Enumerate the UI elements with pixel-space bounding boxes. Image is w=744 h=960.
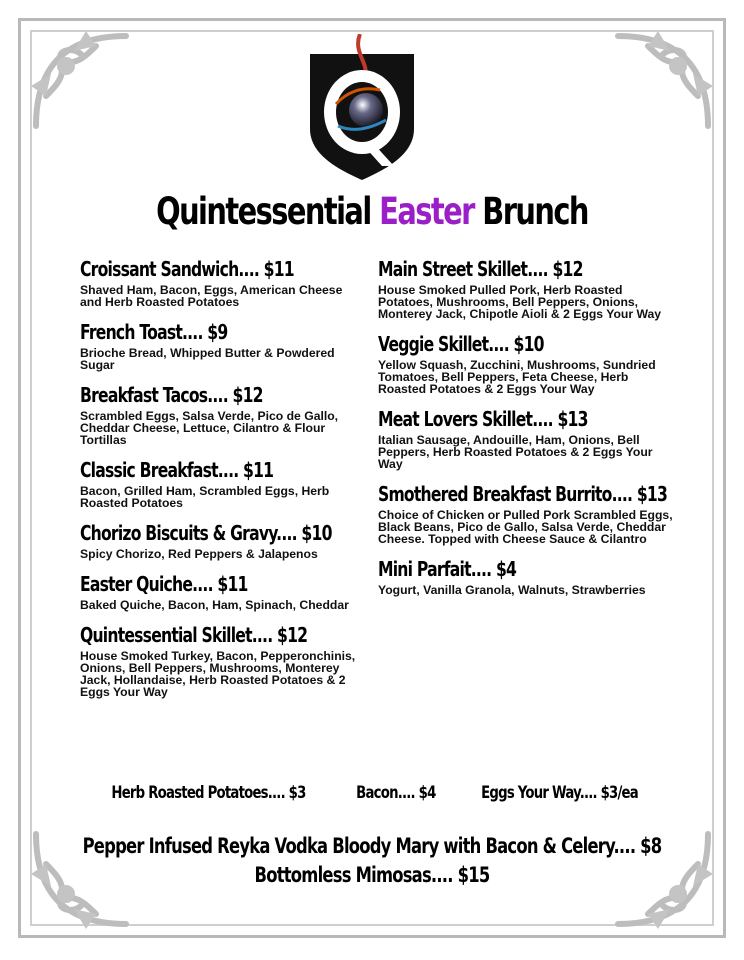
item-name: Mini Parfait.... $4 — [378, 557, 517, 581]
menu-item — [378, 406, 678, 470]
menu-item — [378, 256, 678, 320]
right-menu-column — [378, 256, 678, 607]
menu-item — [378, 331, 678, 395]
title-part: Quintessential — [156, 190, 380, 233]
svg-text:Q: Q — [361, 124, 363, 125]
menu-item — [80, 457, 365, 509]
item-description: Yogurt, Vanilla Granola, Walnuts, Strawberries — [378, 583, 646, 597]
menu-item — [80, 571, 365, 611]
item-name: Croissant Sandwich.... $11 — [80, 257, 294, 281]
menu-item — [80, 319, 365, 371]
item-description: Yellow Squash, Zucchini, Mushrooms, Sundried Tomatoes, Bell Peppers, Feta Cheese, Herb Roasted Potatoes & 2 Eggs Your Way — [378, 358, 656, 396]
item-name: Smothered Breakfast Burrito.... $13 — [378, 482, 668, 506]
menu-item — [80, 520, 365, 560]
corner-ornament-icon — [26, 26, 136, 136]
corner-ornament-icon — [608, 26, 718, 136]
left-menu-column — [80, 256, 365, 709]
menu-item — [378, 556, 678, 596]
item-description: Scrambled Eggs, Salsa Verde, Pico de Gallo, Cheddar Cheese, Lettuce, Cilantro & Flour Tortillas — [80, 409, 339, 447]
side-item: Eggs Your Way.... $3/ea — [481, 783, 639, 803]
item-description: Shaved Ham, Bacon, Eggs, American Cheese and Herb Roasted Potatoes — [80, 283, 343, 309]
title-accent: Easter — [379, 190, 474, 233]
item-name: Breakfast Tacos.... $12 — [80, 383, 263, 407]
item-name: Meat Lovers Skillet.... $13 — [378, 407, 588, 431]
item-description: House Smoked Pulled Pork, Herb Roasted Potatoes, Mushrooms, Bell Peppers, Onions, Monterey Jack, Chipotle Aioli & 2 Eggs Your Way — [378, 283, 662, 321]
item-description: Spicy Chorizo, Red Peppers & Jalapenos — [80, 547, 318, 561]
drink-item: Bottomless Mimosas.... $15 — [254, 863, 490, 887]
item-description: Baked Quiche, Bacon, Ham, Spinach, Cheddar — [80, 598, 349, 612]
item-description: Choice of Chicken or Pulled Pork Scrambled Eggs, Black Beans, Pico de Gallo, Salsa Verde, Cheddar Cheese. Topped with Cheese Sauce & Cilantro — [378, 508, 673, 546]
drink-item: Pepper Infused Reyka Vodka Bloody Mary with Bacon & Celery.... $8 — [82, 834, 662, 858]
sides-row — [0, 783, 744, 803]
drinks-section — [0, 832, 744, 890]
item-description: Bacon, Grilled Ham, Scrambled Eggs, Herb Roasted Potatoes — [80, 484, 330, 510]
title-part: Brunch — [473, 190, 588, 233]
side-item: Bacon.... $4 — [356, 783, 436, 803]
item-description: Brioche Bread, Whipped Butter & Powdered Sugar — [80, 346, 335, 372]
menu-item — [378, 481, 678, 545]
item-name: Veggie Skillet.... $10 — [378, 332, 544, 356]
menu-title — [82, 190, 662, 233]
item-name: Main Street Skillet.... $12 — [378, 257, 583, 281]
item-description: House Smoked Turkey, Bacon, Pepperonchinis, Onions, Bell Peppers, Mushrooms, Monterey Jack, Hollandaise, Herb Roasted Potatoes & 2 Eggs Your Way — [80, 649, 356, 699]
menu-item — [80, 622, 365, 698]
item-description: Italian Sausage, Andouille, Ham, Onions, Bell Peppers, Herb Roasted Potatoes & 2 Eggs Your Way — [378, 433, 653, 471]
shield-q-logo — [302, 34, 422, 184]
item-name: Classic Breakfast.... $11 — [80, 458, 274, 482]
menu-item — [80, 382, 365, 446]
item-name: Easter Quiche.... $11 — [80, 572, 248, 596]
side-item: Herb Roasted Potatoes.... $3 — [111, 783, 306, 803]
menu-item — [80, 256, 365, 308]
item-name: French Toast.... $9 — [80, 320, 228, 344]
item-name: Chorizo Biscuits & Gravy.... $10 — [80, 521, 332, 545]
item-name: Quintessential Skillet.... $12 — [80, 623, 308, 647]
